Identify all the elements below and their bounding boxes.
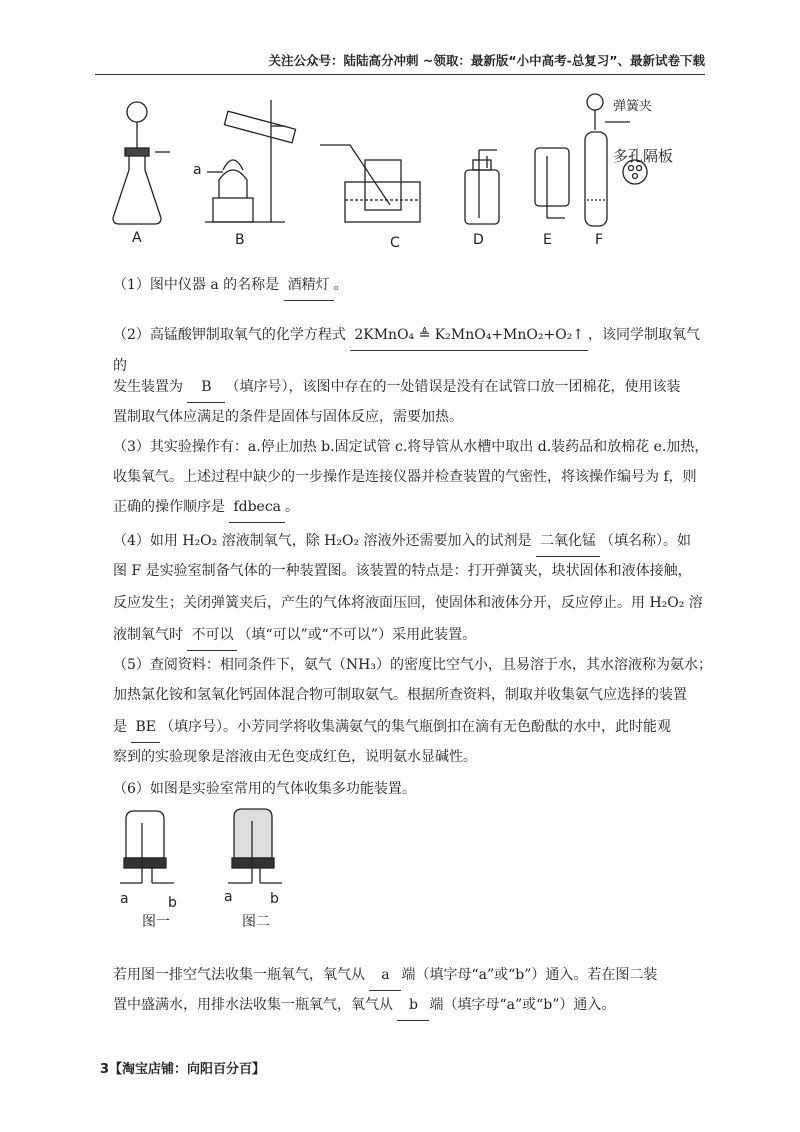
q6-answer-1: a (369, 960, 401, 991)
question-3-line3 (113, 492, 713, 523)
fig2-label-a: a (224, 889, 233, 905)
fig1-caption: 图一 (142, 914, 170, 930)
q3-line3-prefix: 正确的操作顺序是 (113, 499, 230, 515)
q6-para1-prefix: 若用图一排空气法收集一瓶氧气，氧气从 (113, 967, 370, 983)
q2-device: B (187, 372, 225, 403)
figure-label-d: D (473, 232, 484, 248)
q4-line1-suffix: （填名称）。如 (599, 533, 691, 549)
question-6-para2 (113, 990, 713, 1021)
spring-clip-label: 弹簧夹 (613, 99, 653, 114)
q5-line3-prefix: 是 (113, 719, 132, 735)
q3-end: 。 (285, 499, 300, 515)
apparatus-diagram (95, 90, 715, 260)
question-5-line3 (113, 712, 713, 743)
q2-prefix: （2）高锰酸钾制取氧气的化学方程式 (113, 327, 351, 343)
figure-label-e: E (543, 232, 552, 248)
q1-text: （1）图中仪器 a 的名称是 (113, 277, 284, 293)
question-4-line2: 图 F 是实验室制备气体的一种装置图。该装置的特点是：打开弹簧夹，块状固体和液体接触， (113, 563, 692, 579)
figure-label-c: C (390, 235, 400, 251)
instrument-a-label: a (193, 162, 202, 178)
q2-line2-suffix: （填序号），该图中存在的一处错误是没有在试管口放一团棉花，使用该装 (225, 379, 681, 395)
question-5-line4: 察到的实验现象是溶液由无色变成红色，说明氨水显碱性。 (113, 749, 477, 765)
question-4-line1 (113, 526, 713, 557)
page-header: 关注公众号：陆陆高分冲刺 ~领取：最新版“小中高考-总复习”、最新试卷下载 (95, 50, 705, 75)
q1-end: 。 (333, 277, 348, 293)
q1-answer: 酒精灯 (284, 270, 334, 301)
q6-answer-2: b (397, 990, 429, 1021)
q6-para2-prefix: 置中盛满水，用排水法收集一瓶氧气，氧气从 (113, 997, 398, 1013)
question-2-line3: 置制取气体应满足的条件是固体与固体反应，需要加热。 (113, 409, 463, 425)
question-4-line3: 反应发生；关闭弹簧夹后，产生的气体将液面压回，使固体和液体分开，反应停止。用 H₂O₂ 溶 (113, 595, 703, 611)
collection-device-figures (112, 803, 312, 933)
page-footer: 3【淘宝店铺：向阳百分百】 (100, 1062, 266, 1077)
porous-plate-label: 多孔隔板 (613, 147, 674, 165)
question-6-line1: （6）如图是实验室常用的气体收集多功能装置。 (113, 781, 416, 797)
q4-line4-suffix: （填“可以”或“不可以”）采用此装置。 (237, 627, 477, 643)
figure-label-b: B (235, 232, 245, 248)
q4-answer: 不可以 (187, 620, 237, 651)
question-6-para1 (113, 960, 713, 991)
q5-answer: BE (131, 712, 160, 743)
question-4-line4 (113, 620, 713, 651)
fig1-label-b: b (168, 895, 177, 911)
q4-line1-prefix: （4）如用 H₂O₂ 溶液制氧气，除 H₂O₂ 溶液外还需要加入的试剂是 (113, 533, 536, 549)
q2-suffix: ，该同学制取氧气的 (113, 327, 701, 374)
question-1 (113, 270, 713, 301)
apparatus-figures (95, 90, 715, 260)
q5-line3-suffix: （填序号）。小芳同学将收集满氨气的集气瓶倒扣在滴有无色酚酞的水中，此时能观 (159, 719, 671, 735)
question-5-line2: 加热氯化铵和氢氧化钙固体混合物可制取氨气。根据所查资料，制取并收集氨气应选择的装置 (113, 687, 687, 703)
question-5-line1: （5）查阅资料：相同条件下，氨气（NH₃）的密度比空气小，且易溶于水，其水溶液称为氨水； (113, 657, 712, 673)
q4-line4-prefix: 液制氧气时 (113, 627, 188, 643)
figure-label-f: F (595, 232, 604, 248)
q2-line2-prefix: 发生装置为 (113, 379, 188, 395)
question-3-line2: 收集氧气。上述过程中缺少的一步操作是连接仪器并检查装置的气密性，将该操作编号为 f，则 (113, 469, 697, 485)
fig1-label-a: a (120, 891, 129, 907)
q4-reagent: 二氧化锰 (536, 526, 600, 557)
fig2-caption: 图二 (242, 914, 270, 930)
q3-answer: fdbeca (229, 492, 285, 523)
question-2-line2 (113, 372, 713, 403)
question-3-line1: （3）其实验操作有：a.停止加热 b.固定试管 c.将导管从水槽中取出 d.装药品和放棉花 e.加热， (113, 439, 709, 455)
fig2-label-b: b (270, 891, 279, 907)
q6-para2-suffix: 端（填字母“a”或“b”）通入。 (429, 997, 616, 1013)
q2-equation: 2KMnO₄ ≜ K₂MnO₄+MnO₂+O₂↑ (350, 320, 588, 351)
figure-label-a: A (132, 230, 142, 246)
q6-para1-suffix: 端（填字母“a”或“b”）通入。若在图二装 (401, 967, 658, 983)
